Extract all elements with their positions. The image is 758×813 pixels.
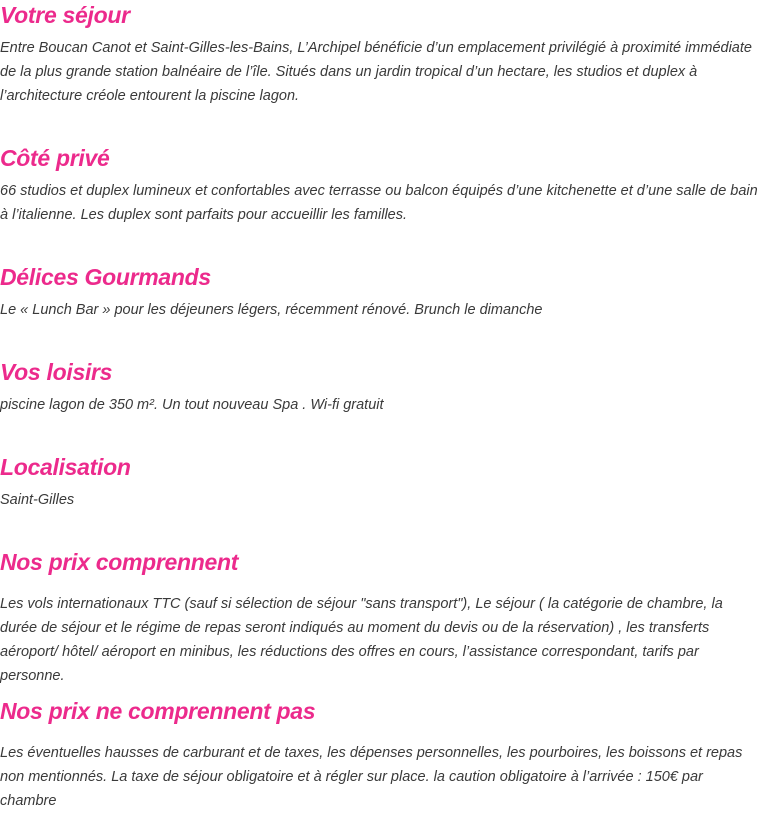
section-title: Votre séjour — [0, 2, 130, 28]
section-nos-prix-ne-comprennent-pas — [0, 696, 758, 813]
section-title: Nos prix ne comprennent pas — [0, 698, 316, 724]
section-title: Localisation — [0, 454, 131, 480]
section-text: 66 studios et duplex lumineux et confortables avec terrasse ou balcon équipés d’une kitchenette et d’une salle de bain à l’italienne. Les duplex sont parfaits pour accueillir les familles. — [0, 183, 758, 223]
section-title: Nos prix comprennent — [0, 549, 239, 575]
section-title: Délices Gourmands — [0, 264, 211, 290]
section-vos-loisirs — [0, 357, 758, 417]
section-text: Entre Boucan Canot et Saint-Gilles-les-Bains, L’Archipel bénéficie d’un emplacement privilégié à proximité immédiate de la plus grande station balnéaire de l’île. Situés dans un jardin tropical d’un hectare, les studios et duplex à l’architecture créole entourent la piscine lagon. — [0, 40, 752, 104]
section-votre-sejour — [0, 0, 758, 108]
section-text: Saint-Gilles — [0, 492, 75, 508]
section-cote-prive — [0, 143, 758, 227]
section-nos-prix-comprennent — [0, 547, 758, 688]
section-text: piscine lagon de 350 m². Un tout nouveau Spa . Wi-fi gratuit — [0, 397, 384, 413]
section-title: Vos loisirs — [0, 359, 113, 385]
section-delices-gourmands — [0, 262, 758, 322]
section-localisation — [0, 452, 758, 512]
section-text: Le « Lunch Bar » pour les déjeuners légers, récemment rénové. Brunch le dimanche — [0, 302, 543, 318]
section-text: Les éventuelles hausses de carburant et de taxes, les dépenses personnelles, les pourboires, les boissons et repas non mentionnés. La taxe de séjour obligatoire et à régler sur place. la caution obligatoire à l’arrivée : 150€ par chambre — [0, 745, 743, 809]
section-text: Les vols internationaux TTC (sauf si sélection de séjour "sans transport"), Le séjour ( la catégorie de chambre, la durée de séjour et le régime de repas seront indiqués au moment du devis ou de la réservation) , les transferts aéroport/ hôtel/ aéroport en minibus, les réductions des offres en cours, l’assistance correspondant, tarifs par personne. — [0, 596, 723, 684]
section-title: Côté privé — [0, 145, 110, 171]
